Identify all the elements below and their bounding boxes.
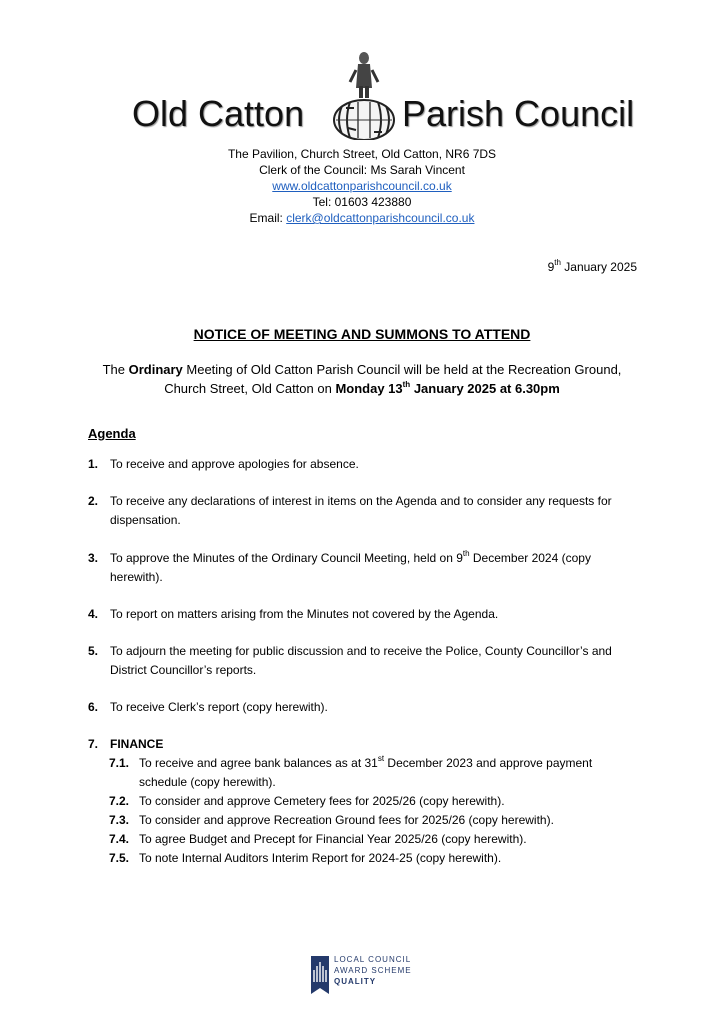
finance-subitem-text-part: To receive and agree bank balances as at 31 bbox=[139, 756, 378, 770]
agenda-item-number: 2. bbox=[88, 494, 99, 508]
barrel-figure-icon bbox=[328, 48, 400, 140]
award-scheme-icon bbox=[310, 952, 330, 996]
intro-text-2: Meeting of Old Catton Parish Council will be held at the Recreation Ground, Church Street, Old Catton on bbox=[164, 362, 622, 396]
finance-subitem-text: To note Internal Auditors Interim Report for 2024-25 (copy herewith). bbox=[139, 851, 502, 865]
letter-date bbox=[548, 260, 637, 274]
finance-subitem-number: 7.1. bbox=[109, 756, 130, 770]
agenda-item-number: 6. bbox=[88, 700, 99, 714]
finance-subitem-text: To consider and approve Cemetery fees for 2025/26 (copy herewith). bbox=[139, 794, 505, 808]
agenda-item-finance bbox=[88, 735, 640, 754]
website-link[interactable]: www.oldcattonparishcouncil.co.uk bbox=[272, 179, 452, 193]
finance-subitem bbox=[109, 811, 629, 830]
finance-subitem bbox=[109, 830, 629, 849]
agenda-item-number: 7. bbox=[88, 737, 99, 751]
intro-date: Monday 13 bbox=[335, 381, 403, 396]
email-link[interactable]: clerk@oldcattonparishcouncil.co.uk bbox=[286, 211, 475, 225]
agenda-item-text: To receive any declarations of interest in items on the Agenda and to consider any requests for dispensation. bbox=[110, 494, 612, 527]
agenda-item-text: To report on matters arising from the Minutes not covered by the Agenda. bbox=[110, 607, 499, 621]
award-scheme-text bbox=[334, 954, 412, 987]
finance-subitem-number: 7.2. bbox=[109, 794, 130, 808]
agenda-item-sup: th bbox=[462, 549, 470, 558]
meeting-intro bbox=[80, 360, 644, 398]
tel-line: Tel: 01603 423880 bbox=[312, 195, 412, 209]
agenda-item-number: 5. bbox=[88, 644, 99, 658]
agenda-item bbox=[88, 549, 640, 587]
agenda-item-text: FINANCE bbox=[110, 737, 164, 751]
address-line: The Pavilion, Church Street, Old Catton, NR6 7DS bbox=[227, 147, 497, 161]
finance-subitem-text-part: December 2023 and approve payment schedule (copy herewith). bbox=[139, 756, 593, 789]
email-label: Email: bbox=[249, 211, 287, 225]
agenda-item-number: 3. bbox=[88, 551, 99, 565]
agenda-item-text-part: To approve the Minutes of the Ordinary Council Meeting, held on 9 bbox=[110, 551, 463, 565]
email-line bbox=[0, 210, 724, 226]
agenda-item bbox=[88, 642, 640, 680]
website-line bbox=[0, 178, 724, 194]
agenda-item-text-part: December 2024 (copy herewith). bbox=[110, 551, 591, 584]
agenda-item bbox=[88, 455, 640, 474]
clerk-line: Clerk of the Council: Ms Sarah Vincent bbox=[259, 163, 465, 177]
intro-text-1: The bbox=[102, 362, 129, 377]
date-suffix: th bbox=[554, 258, 561, 267]
notice-title: NOTICE OF MEETING AND SUMMONS TO ATTEND bbox=[193, 326, 531, 342]
letterhead bbox=[0, 48, 724, 140]
agenda-item-text: To adjourn the meeting for public discussion and to receive the Police, County Councillor’s and District Councillor’s reports. bbox=[110, 644, 612, 677]
agenda-item bbox=[88, 492, 640, 530]
agenda-heading: Agenda bbox=[88, 426, 136, 441]
finance-subitem-sup: st bbox=[377, 754, 385, 763]
finance-subitem bbox=[109, 849, 629, 868]
finance-subitem-number: 7.5. bbox=[109, 851, 130, 865]
date-day: 9 bbox=[547, 260, 555, 274]
agenda-item-text bbox=[110, 549, 640, 587]
intro-date-suffix: th bbox=[402, 379, 411, 389]
agenda-item-text: To receive Clerk’s report (copy herewith). bbox=[110, 700, 328, 714]
intro-meeting-type: Ordinary bbox=[128, 362, 183, 377]
council-name-right: Parish Council bbox=[402, 93, 635, 134]
finance-subitem-text: To consider and approve Recreation Ground fees for 2025/26 (copy herewith). bbox=[139, 813, 554, 827]
agenda-item-number: 4. bbox=[88, 607, 99, 621]
finance-subitem-number: 7.3. bbox=[109, 813, 130, 827]
finance-subitem bbox=[109, 792, 629, 811]
award-scheme-logo bbox=[310, 952, 440, 996]
agenda-item-text: To receive and approve apologies for absence. bbox=[110, 457, 359, 471]
finance-subitem-number: 7.4. bbox=[109, 832, 130, 846]
award-line-2: AWARD SCHEME bbox=[334, 966, 412, 975]
date-rest: January 2025 bbox=[560, 260, 637, 274]
agenda-item bbox=[88, 698, 640, 717]
finance-subitem-text bbox=[139, 754, 629, 792]
agenda-item bbox=[88, 605, 640, 624]
finance-subitem-text: To agree Budget and Precept for Financial Year 2025/26 (copy herewith). bbox=[139, 832, 527, 846]
award-line-1: LOCAL COUNCIL bbox=[334, 955, 412, 964]
agenda-item-number: 1. bbox=[88, 457, 99, 471]
finance-subitem bbox=[109, 754, 629, 792]
council-name-left: Old Catton bbox=[132, 93, 305, 134]
award-line-3: QUALITY bbox=[334, 977, 377, 986]
intro-time: January 2025 at 6.30pm bbox=[410, 381, 560, 396]
